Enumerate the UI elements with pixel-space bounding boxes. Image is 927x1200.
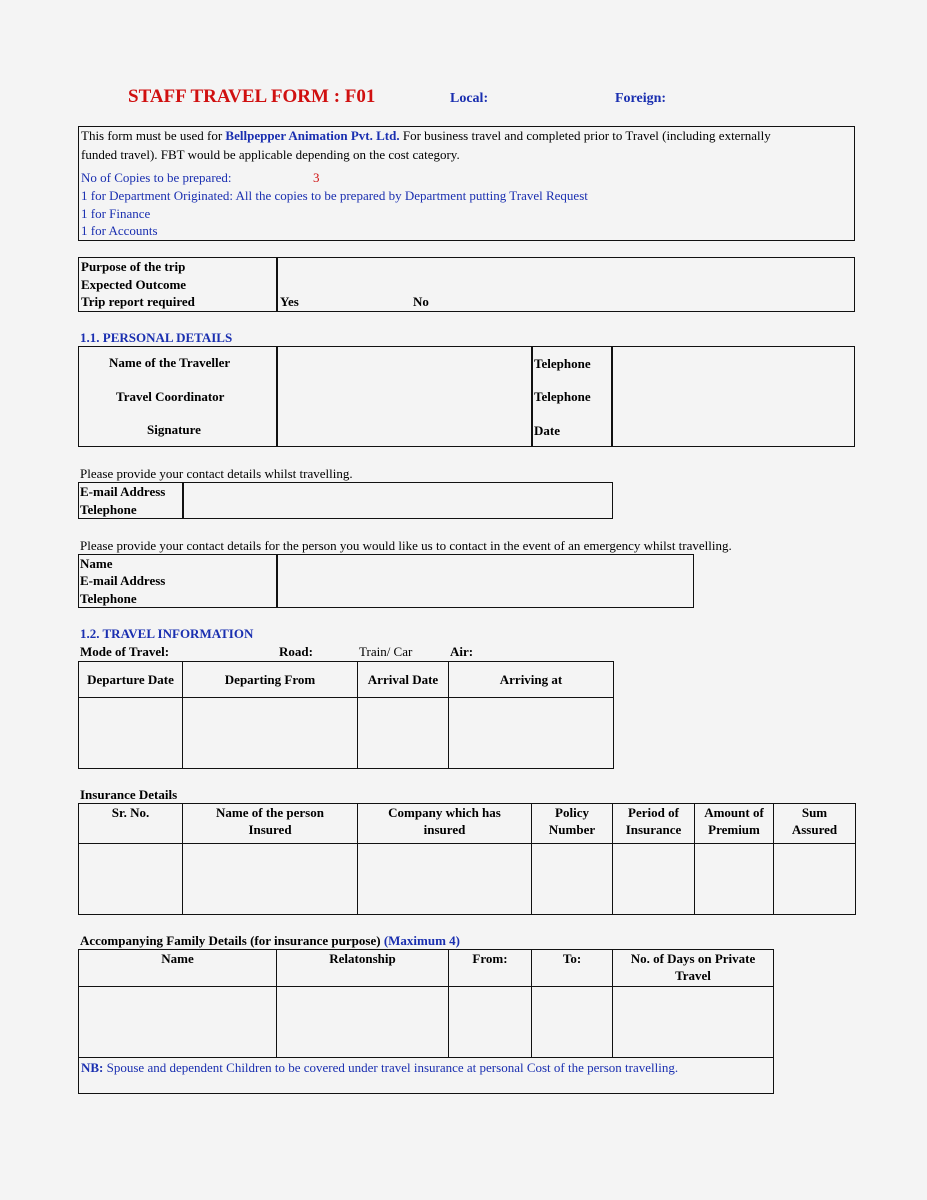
report-yes[interactable]: Yes: [280, 294, 299, 309]
report-label: Trip report required: [81, 294, 195, 309]
mode-air[interactable]: Air:: [450, 644, 474, 659]
outcome-label: Expected Outcome: [81, 277, 187, 292]
sum-assured-cell[interactable]: [774, 844, 856, 915]
period-cell[interactable]: [613, 844, 695, 915]
arrival-date-cell[interactable]: [358, 698, 449, 769]
from-cell[interactable]: [449, 987, 532, 1058]
copy-finance: 1 for Finance: [81, 206, 151, 221]
copies-label: No of Copies to be prepared:: [81, 170, 232, 185]
family-title: Accompanying Family Details (for insurance purpose) (Maximum 4): [80, 933, 460, 948]
private-days-cell[interactable]: [613, 987, 774, 1058]
policy-number-cell[interactable]: [532, 844, 613, 915]
col-policy-number: Policy Number: [532, 804, 613, 844]
family-max-note: (Maximum 4): [383, 933, 460, 948]
to-cell[interactable]: [532, 987, 613, 1058]
contact-email-label: E-mail Address: [80, 484, 166, 499]
family-entry-row: [79, 987, 774, 1058]
col-family-name: Name: [79, 950, 277, 987]
contact-field[interactable]: [184, 484, 611, 517]
form-title: STAFF TRAVEL FORM : F01: [128, 86, 376, 107]
family-table: [78, 949, 774, 1094]
travel-table: [78, 661, 614, 769]
travel-entry-row: [79, 698, 614, 769]
copy-dept: 1 for Department Originated: All the copies to be prepared by Department putting Travel Request: [81, 188, 588, 203]
col-sr-no: Sr. No.: [79, 804, 183, 844]
signature-field[interactable]: [278, 414, 530, 445]
insurance-title: Insurance Details: [80, 787, 178, 802]
col-relationship: Relatonship: [277, 950, 449, 987]
premium-cell[interactable]: [695, 844, 774, 915]
mode-train-car[interactable]: Train/ Car: [359, 644, 413, 659]
sr-no-cell[interactable]: [79, 844, 183, 915]
col-premium: Amount of Premium: [695, 804, 774, 844]
col-person-insured: Name of the person Insured: [183, 804, 358, 844]
col-sum-assured: Sum Assured: [774, 804, 856, 844]
intro-line-2: funded travel). FBT would be applicable depending on the cost category.: [81, 147, 460, 162]
date-label: Date: [534, 423, 560, 438]
telephone-2-label: Telephone: [534, 389, 591, 404]
local-label: Local:: [450, 91, 489, 106]
col-from: From:: [449, 950, 532, 987]
mode-road[interactable]: Road:: [279, 644, 313, 659]
col-period: Period of Insurance: [613, 804, 695, 844]
personal-section-title: 1.1. PERSONAL DETAILS: [80, 330, 233, 345]
traveller-label: Name of the Traveller: [109, 355, 231, 370]
relationship-cell[interactable]: [277, 987, 449, 1058]
departing-from-cell[interactable]: [183, 698, 358, 769]
contact-telephone-label: Telephone: [80, 502, 137, 517]
foreign-label: Foreign:: [615, 91, 667, 106]
company-cell[interactable]: [358, 844, 532, 915]
arriving-at-cell[interactable]: [449, 698, 614, 769]
nb-note: NB: Spouse and dependent Children to be covered under travel insurance at personal Cost of the person travelling.: [79, 1058, 774, 1094]
emergency-name-label: Name: [80, 556, 113, 571]
report-no[interactable]: No: [413, 294, 429, 309]
company-name: Bellpepper Animation Pvt. Ltd.: [225, 128, 400, 143]
coordinator-field[interactable]: [278, 381, 530, 413]
person-insured-cell[interactable]: [183, 844, 358, 915]
copy-accounts: 1 for Accounts: [81, 223, 158, 238]
insurance-entry-row: [79, 844, 856, 915]
traveller-name-field[interactable]: [278, 348, 530, 380]
travel-header-row: [79, 662, 614, 698]
mode-label: Mode of Travel:: [80, 644, 170, 659]
col-departure-date: Departure Date: [79, 662, 183, 698]
insurance-header-row: [79, 804, 856, 844]
emergency-email-label: E-mail Address: [80, 573, 166, 588]
departure-date-cell[interactable]: [79, 698, 183, 769]
family-header-row: [79, 950, 774, 987]
col-private-days: No. of Days on Private Travel: [613, 950, 774, 987]
insurance-table: [78, 803, 856, 915]
purpose-label: Purpose of the trip: [81, 259, 186, 274]
coordinator-label: Travel Coordinator: [116, 389, 225, 404]
emergency-field[interactable]: [278, 556, 692, 606]
travel-section-title: 1.2. TRAVEL INFORMATION: [80, 626, 254, 641]
col-arriving-at: Arriving at: [449, 662, 614, 698]
family-name-cell[interactable]: [79, 987, 277, 1058]
col-arrival-date: Arrival Date: [358, 662, 449, 698]
telephone-1-label: Telephone: [534, 356, 591, 371]
contact-prompt: Please provide your contact details whilst travelling.: [80, 466, 353, 481]
intro-line-1: This form must be used for Bellpepper Animation Pvt. Ltd. For business travel and completed prior to Travel (including externally: [81, 128, 771, 143]
col-to: To:: [532, 950, 613, 987]
emergency-prompt: Please provide your contact details for the person you would like us to contact in the event of an emergency whilst travelling.: [80, 538, 732, 553]
emergency-telephone-label: Telephone: [80, 591, 137, 606]
family-nb-row: [79, 1058, 774, 1094]
col-departing-from: Departing From: [183, 662, 358, 698]
signature-label: Signature: [147, 422, 201, 437]
col-company: Company which has insured: [358, 804, 532, 844]
copies-count: 3: [313, 170, 320, 185]
